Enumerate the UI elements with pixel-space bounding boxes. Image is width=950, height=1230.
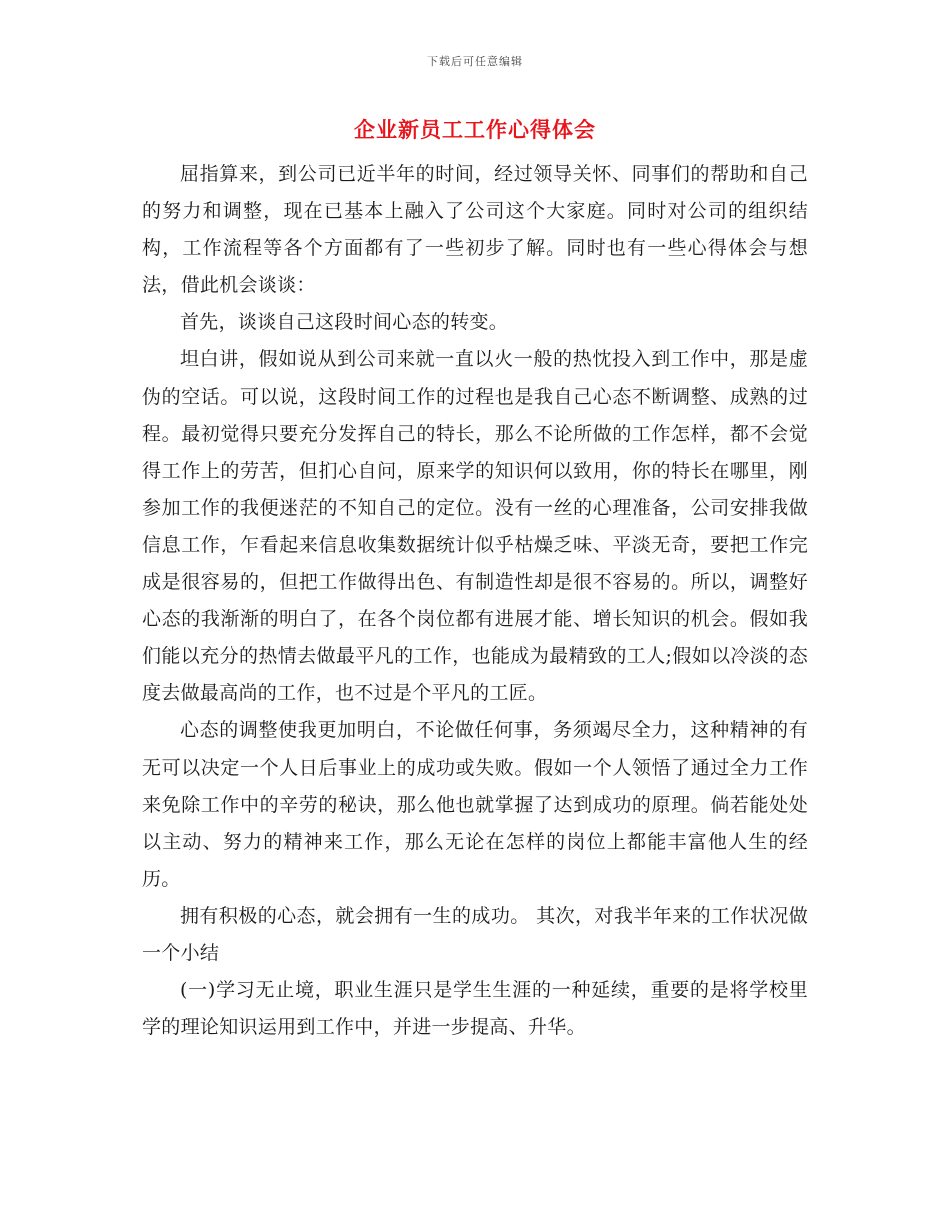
header-note: 下载后可任意编辑 (427, 55, 523, 68)
document-body (142, 156, 808, 1046)
document-title: 企业新员工工作心得体会 (354, 117, 596, 142)
paragraph-mindset-change: 坦白讲，假如说从到公司来就一直以火一般的热忱投入到工作中，那是虚伪的空话。可以说，这段时间工作的过程也是我自己心态不断调整、成熟的过程。最初觉得只要充分发挥自己的特长，那么不论所做的工作怎样，都不会觉得工作上的劳苦，但扪心自问，原来学的知识何以致用，你的特长在哪里，刚参加工作的我便迷茫的不知自己的定位。没有一丝的心理准备，公司安排我做信息工作，乍看起来信息收集数据统计似乎枯燥乏味、平淡无奇，要把工作完成是很容易的，但把工作做得出色、有制造性却是很不容易的。所以，调整好心态的我渐渐的明白了，在各个岗位都有进展才能、增长知识的机会。假如我们能以充分的热情去做最平凡的工作，也能成为最精致的工人;假如以冷淡的态度去做最高尚的工作，也不过是个平凡的工匠。 (142, 348, 808, 705)
paragraph-positive-attitude: 拥有积极的心态，就会拥有一生的成功。 其次，对我半年来的工作状况做一个小结 (142, 904, 808, 964)
paragraph-mindset-adjustment: 心态的调整使我更加明白，不论做任何事，务须竭尽全力，这种精神的有无可以决定一个人日后事业上的成功或失败。假如一个人领悟了通过全力工作来免除工作中的辛劳的秘诀，那么他也就掌握了达到成功的原理。倘若能处处以主动、努力的精神来工作，那么无论在怎样的岗位上都能丰富他人生的经历。 (142, 719, 808, 890)
paragraph-intro: 屈指算来，到公司已近半年的时间，经过领导关怀、同事们的帮助和自己的努力和调整，现在已基本上融入了公司这个大家庭。同时对公司的组织结构，工作流程等各个方面都有了一些初步了解。同时也有一些心得体会与想法，借此机会谈谈： (142, 163, 808, 297)
paragraph-learning: (一)学习无止境，职业生涯只是学生生涯的一种延续，重要的是将学校里学的理论知识运用到工作中，并进一步提高、升华。 (142, 979, 808, 1039)
paragraph-first-point: 首先，谈谈自己这段时间心态的转变。 (180, 311, 509, 334)
